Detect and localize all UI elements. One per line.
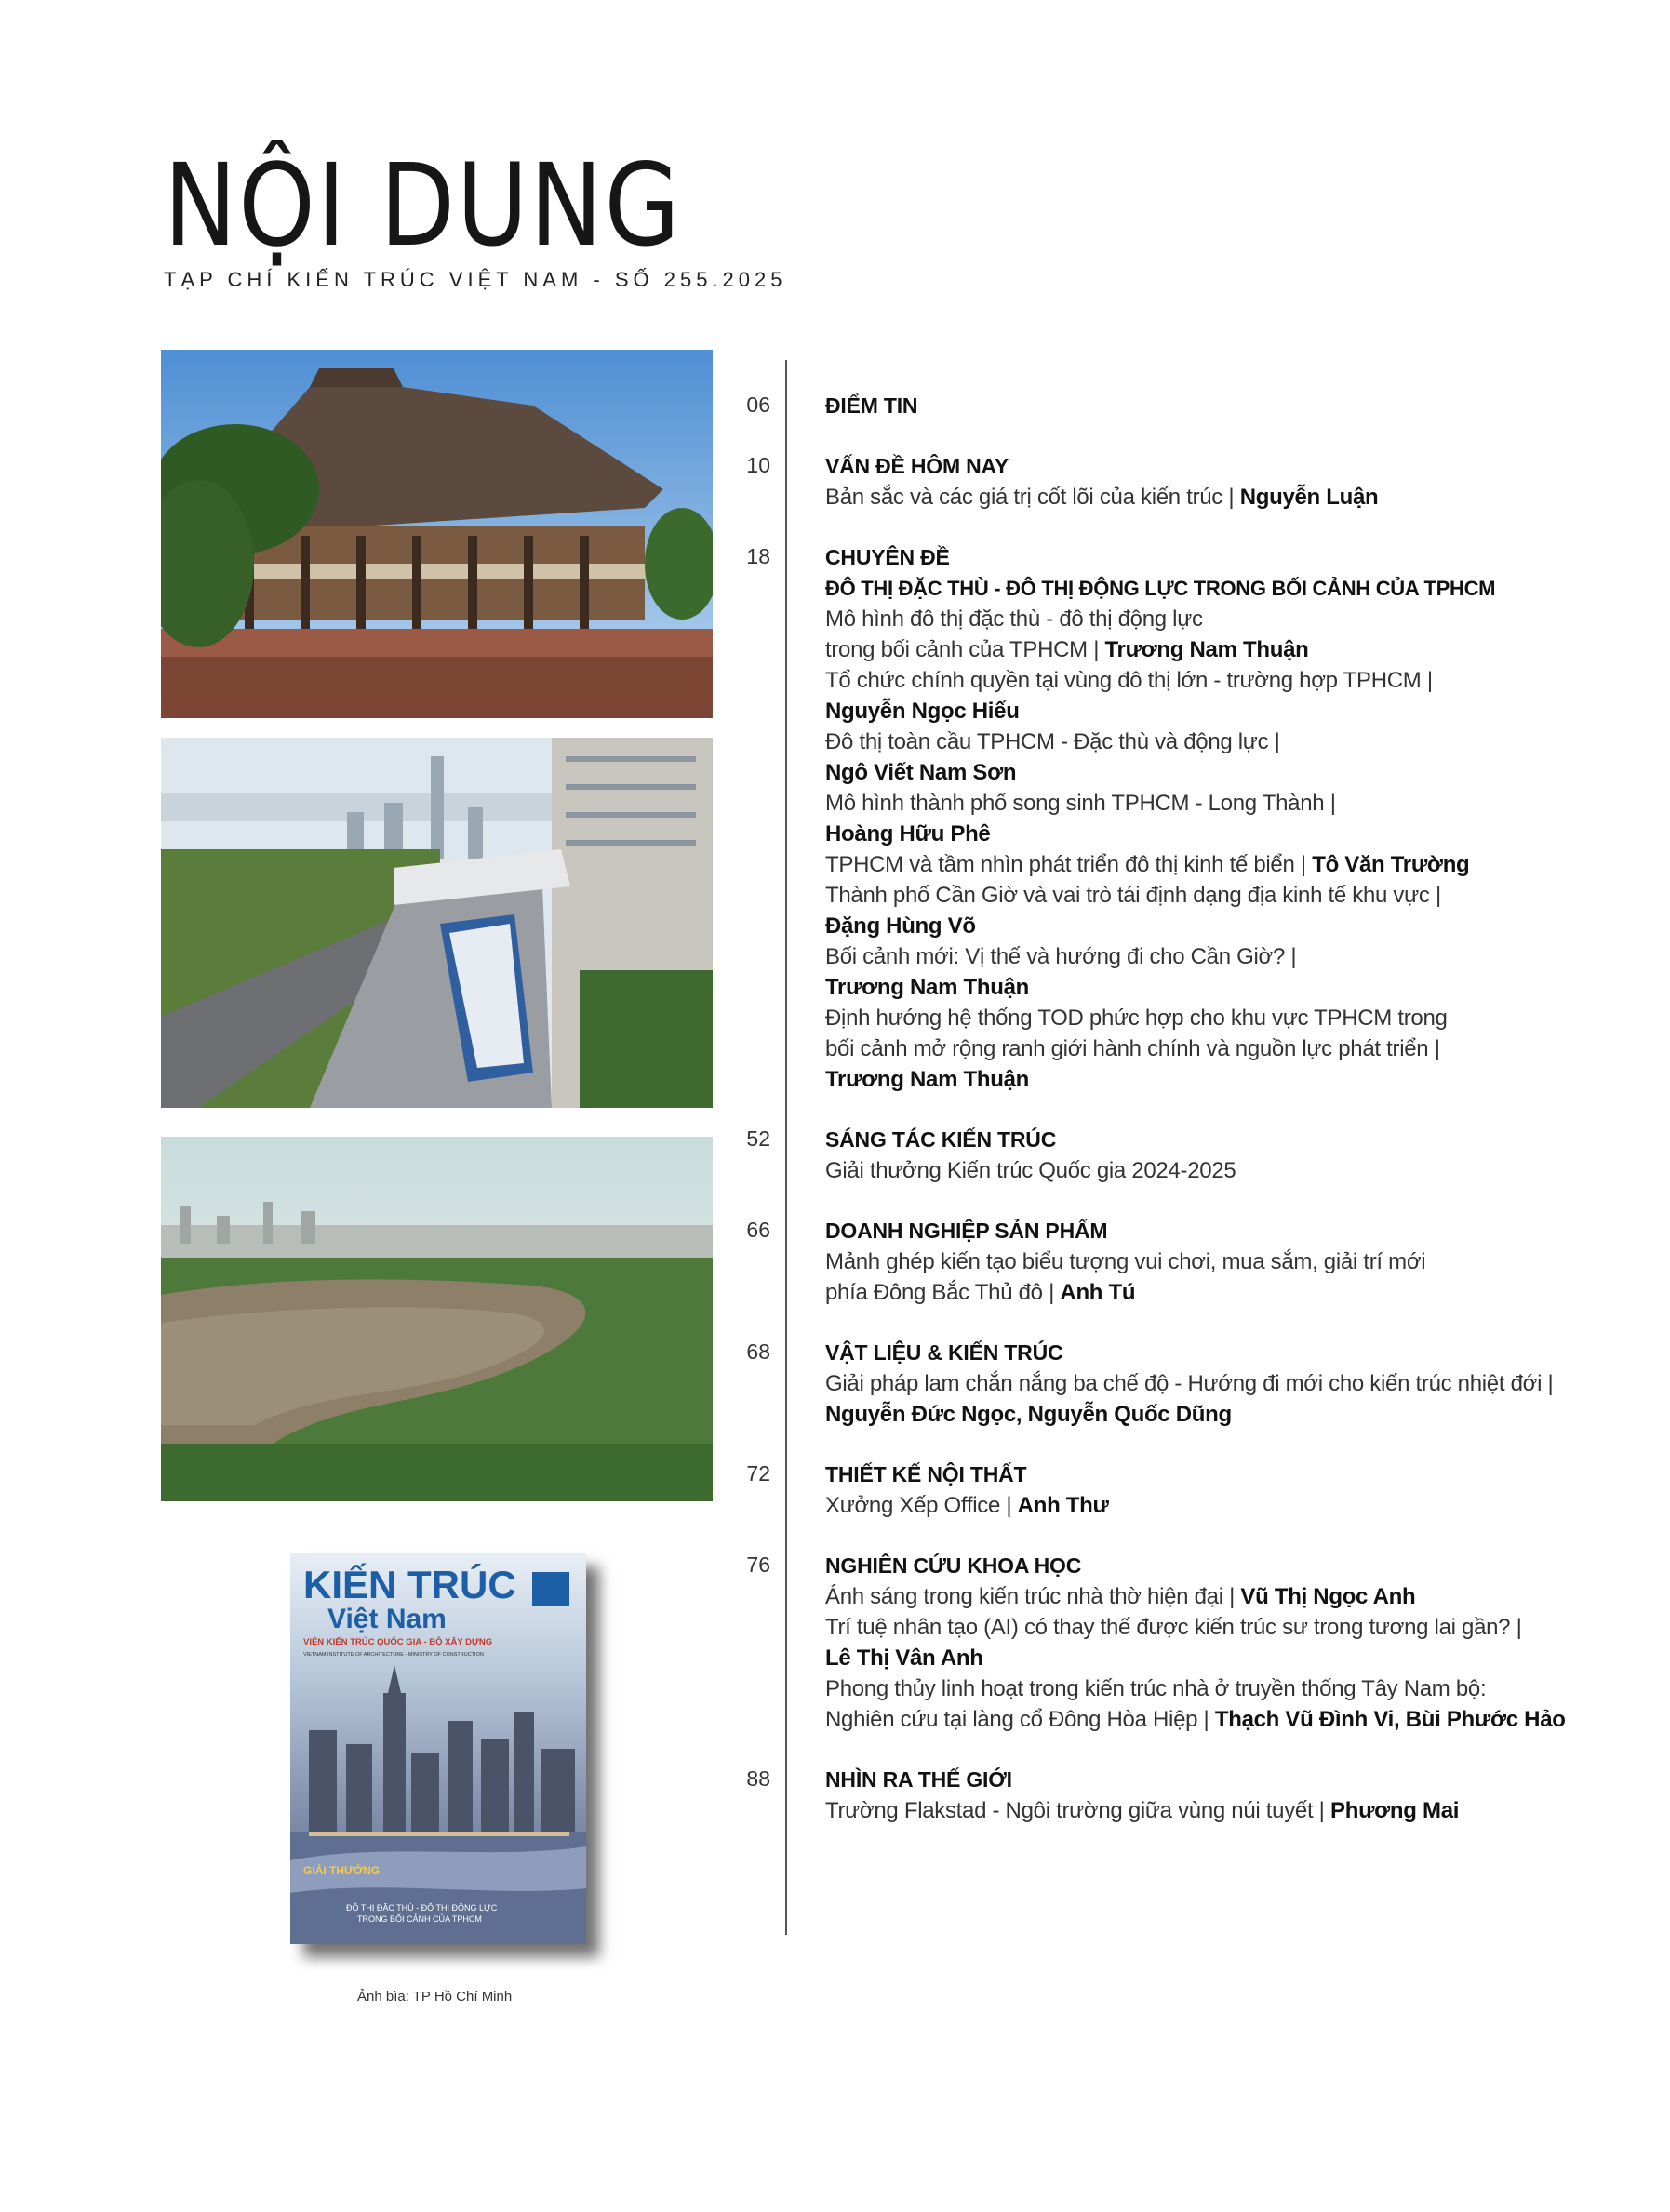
cover-headline-1: ĐÔ THỊ ĐẶC THÙ - ĐÔ THỊ ĐỘNG LỰC [346, 1903, 498, 1912]
article-author: Trương Nam Thuận [825, 1067, 1029, 1092]
article-title: Xưởng Xếp Office | [825, 1493, 1018, 1518]
toc-section-van-de-hom-nay[interactable] [726, 451, 1637, 513]
article-entry[interactable]: Bối cảnh mới: Vị thế và hướng đi cho Cần Giờ? | [825, 944, 1297, 969]
article-entry[interactable]: bối cảnh mở rộng ranh giới hành chính và nguồn lực phát triển | [825, 1036, 1440, 1061]
magazine-issue-subtitle: TẠP CHÍ KIẾN TRÚC VIỆT NAM - SỐ 255.2025 [164, 268, 787, 291]
page-number: 10 [746, 453, 770, 477]
cover-headline-2: TRONG BỐI CẢNH CỦA TPHCM [357, 1914, 482, 1924]
article-entry[interactable] [825, 1704, 1637, 1735]
article-author: Vũ Thị Ngọc Anh [1240, 1584, 1416, 1609]
article-author: Nguyễn Đức Ngọc, Nguyễn Quốc Dũng [825, 1402, 1232, 1427]
article-entry[interactable]: Định hướng hệ thống TOD phức hợp cho khu vực TPHCM trong [825, 1006, 1448, 1031]
cover-issue-badge [532, 1572, 569, 1606]
article-entry[interactable]: Trí tuệ nhân tạo (AI) có thay thế được kiến trúc sư trong tương lai gần? | [825, 1615, 1522, 1640]
article-title: Nghiên cứu tại làng cổ Đông Hòa Hiệp | [825, 1707, 1215, 1732]
page-number: 52 [746, 1126, 770, 1151]
page-number: 76 [746, 1552, 770, 1577]
cover-institute-en: VIETNAM INSTITUTE OF ARCHITECTURE - MINISTRY OF CONSTRUCTION [303, 1652, 484, 1658]
page-number: 72 [746, 1461, 770, 1486]
article-entry[interactable]: Giải thưởng Kiến trúc Quốc gia 2024-2025 [825, 1158, 1236, 1183]
page-number: 68 [746, 1339, 770, 1364]
article-title: Ánh sáng trong kiến trúc nhà thờ hiện đại | [825, 1584, 1241, 1609]
page-number: 18 [746, 544, 770, 568]
article-entry[interactable] [825, 972, 1637, 1003]
toc-section-vat-lieu-kien-truc[interactable] [726, 1338, 1637, 1430]
section-title: NHÌN RA THẾ GIỚI [825, 1767, 1012, 1792]
article-author: Nguyễn Ngọc Hiếu [825, 699, 1020, 724]
article-entry[interactable] [825, 1399, 1637, 1430]
page-number: 66 [746, 1218, 770, 1242]
section-title: ĐIỂM TIN [825, 393, 918, 418]
section-title: THIẾT KẾ NỘI THẤT [825, 1462, 1027, 1486]
article-title: Trường Flakstad - Ngôi trường giữa vùng núi tuyết | [825, 1798, 1330, 1823]
article-title: trong bối cảnh của TPHCM | [825, 637, 1105, 662]
article-entry[interactable]: Mảnh ghép kiến tạo biểu tượng vui chơi, mua sắm, giải trí mới [825, 1249, 1426, 1274]
metro-line-photo [161, 738, 713, 1108]
article-entry[interactable] [825, 1064, 1637, 1095]
article-entry[interactable] [825, 911, 1637, 941]
article-author: Đặng Hùng Võ [825, 913, 976, 939]
section-title: CHUYÊN ĐỀ [825, 545, 950, 569]
article-author: Thạch Vũ Đình Vi, Bùi Phước Hảo [1214, 1707, 1566, 1732]
saigon-river-photo [161, 1137, 713, 1501]
section-title: VẬT LIỆU & KIẾN TRÚC [825, 1340, 1063, 1365]
toc-section-nhin-ra-the-gioi[interactable] [726, 1765, 1637, 1826]
article-author: Hoàng Hữu Phê [825, 821, 991, 846]
article-author: Phương Mai [1330, 1798, 1460, 1823]
article-entry[interactable] [825, 757, 1637, 788]
cover-caption: Ảnh bìa: TP Hồ Chí Minh [357, 1989, 513, 2005]
article-entry[interactable]: Mô hình thành phố song sinh TPHCM - Long Thành | [825, 791, 1336, 816]
article-author: Tô Văn Trường [1312, 852, 1470, 877]
article-entry[interactable]: Tổ chức chính quyền tại vùng đô thị lớn - trường hợp TPHCM | [825, 668, 1433, 693]
article-entry[interactable] [825, 482, 1637, 513]
article-entry[interactable] [825, 634, 1637, 665]
article-entry[interactable] [825, 696, 1637, 726]
cover-brand-viet-nam: Việt Nam [327, 1604, 447, 1634]
article-author: Lê Thị Vân Anh [825, 1646, 983, 1671]
toc-section-sang-tac-kien-truc[interactable] [726, 1125, 1637, 1186]
table-of-contents [726, 391, 1637, 1856]
article-entry[interactable]: Giải pháp lam chắn nắng ba chế độ - Hướng đi mới cho kiến trúc nhiệt đới | [825, 1371, 1554, 1396]
article-entry[interactable] [825, 1490, 1637, 1521]
communal-house-photo [161, 350, 713, 718]
page-title: NỘI DUNG [164, 140, 682, 272]
article-author: Anh Thư [1017, 1493, 1109, 1518]
article-entry[interactable] [825, 1643, 1637, 1673]
cover-award-label: GIẢI THƯỞNG [303, 1864, 381, 1877]
article-entry[interactable]: Đô thị toàn cầu TPHCM - Đặc thù và động lực | [825, 729, 1280, 754]
feature-topic-title: ĐÔ THỊ ĐẶC THÙ - ĐÔ THỊ ĐỘNG LỰC TRONG BỐI CẢNH CỦA TPHCM [825, 577, 1496, 600]
article-title: TPHCM và tầm nhìn phát triển đô thị kinh tế biển | [825, 852, 1313, 877]
toc-section-chuyen-de[interactable] [726, 542, 1637, 1095]
article-author: Anh Tú [1060, 1280, 1136, 1305]
article-entry[interactable] [825, 819, 1637, 849]
article-entry[interactable]: Thành phố Cần Giờ và vai trò tái định dạng địa kinh tế khu vực | [825, 883, 1441, 908]
toc-section-diem-tin[interactable] [726, 391, 1637, 421]
article-entry[interactable] [825, 1795, 1637, 1826]
section-title: VẤN ĐỀ HÔM NAY [825, 454, 1009, 478]
toc-section-thiet-ke-noi-that[interactable] [726, 1459, 1637, 1521]
article-entry[interactable] [825, 1581, 1637, 1612]
magazine-cover-thumbnail[interactable] [290, 1553, 586, 1944]
article-entry[interactable]: Mô hình đô thị đặc thù - đô thị động lực [825, 606, 1203, 632]
article-title: phía Đông Bắc Thủ đô | [825, 1280, 1061, 1305]
article-author: Trương Nam Thuận [1104, 637, 1309, 662]
section-title: DOANH NGHIỆP SẢN PHẨM [825, 1219, 1108, 1243]
article-title: Bản sắc và các giá trị cốt lõi của kiến trúc | [825, 485, 1240, 510]
section-title: SÁNG TÁC KIẾN TRÚC [825, 1127, 1057, 1152]
article-entry[interactable] [825, 1277, 1637, 1308]
page-number: 06 [746, 393, 770, 417]
article-author: Ngô Viết Nam Sơn [825, 760, 1017, 785]
toc-section-nghien-cuu-khoa-hoc[interactable] [726, 1551, 1637, 1735]
cover-institute-vi: VIỆN KIẾN TRÚC QUỐC GIA - BỘ XÂY DỰNG [303, 1637, 493, 1647]
cover-brand-kien-truc: KIẾN TRÚC [303, 1563, 516, 1606]
article-entry[interactable] [825, 849, 1637, 880]
section-title: NGHIÊN CỨU KHOA HỌC [825, 1553, 1082, 1578]
article-author: Nguyễn Luận [1239, 485, 1379, 510]
article-entry[interactable]: Phong thủy linh hoạt trong kiến trúc nhà ở truyền thống Tây Nam bộ: [825, 1676, 1487, 1701]
page-number: 88 [746, 1766, 770, 1791]
article-author: Trương Nam Thuận [825, 975, 1029, 1000]
toc-section-doanh-nghiep-san-pham[interactable] [726, 1216, 1637, 1308]
